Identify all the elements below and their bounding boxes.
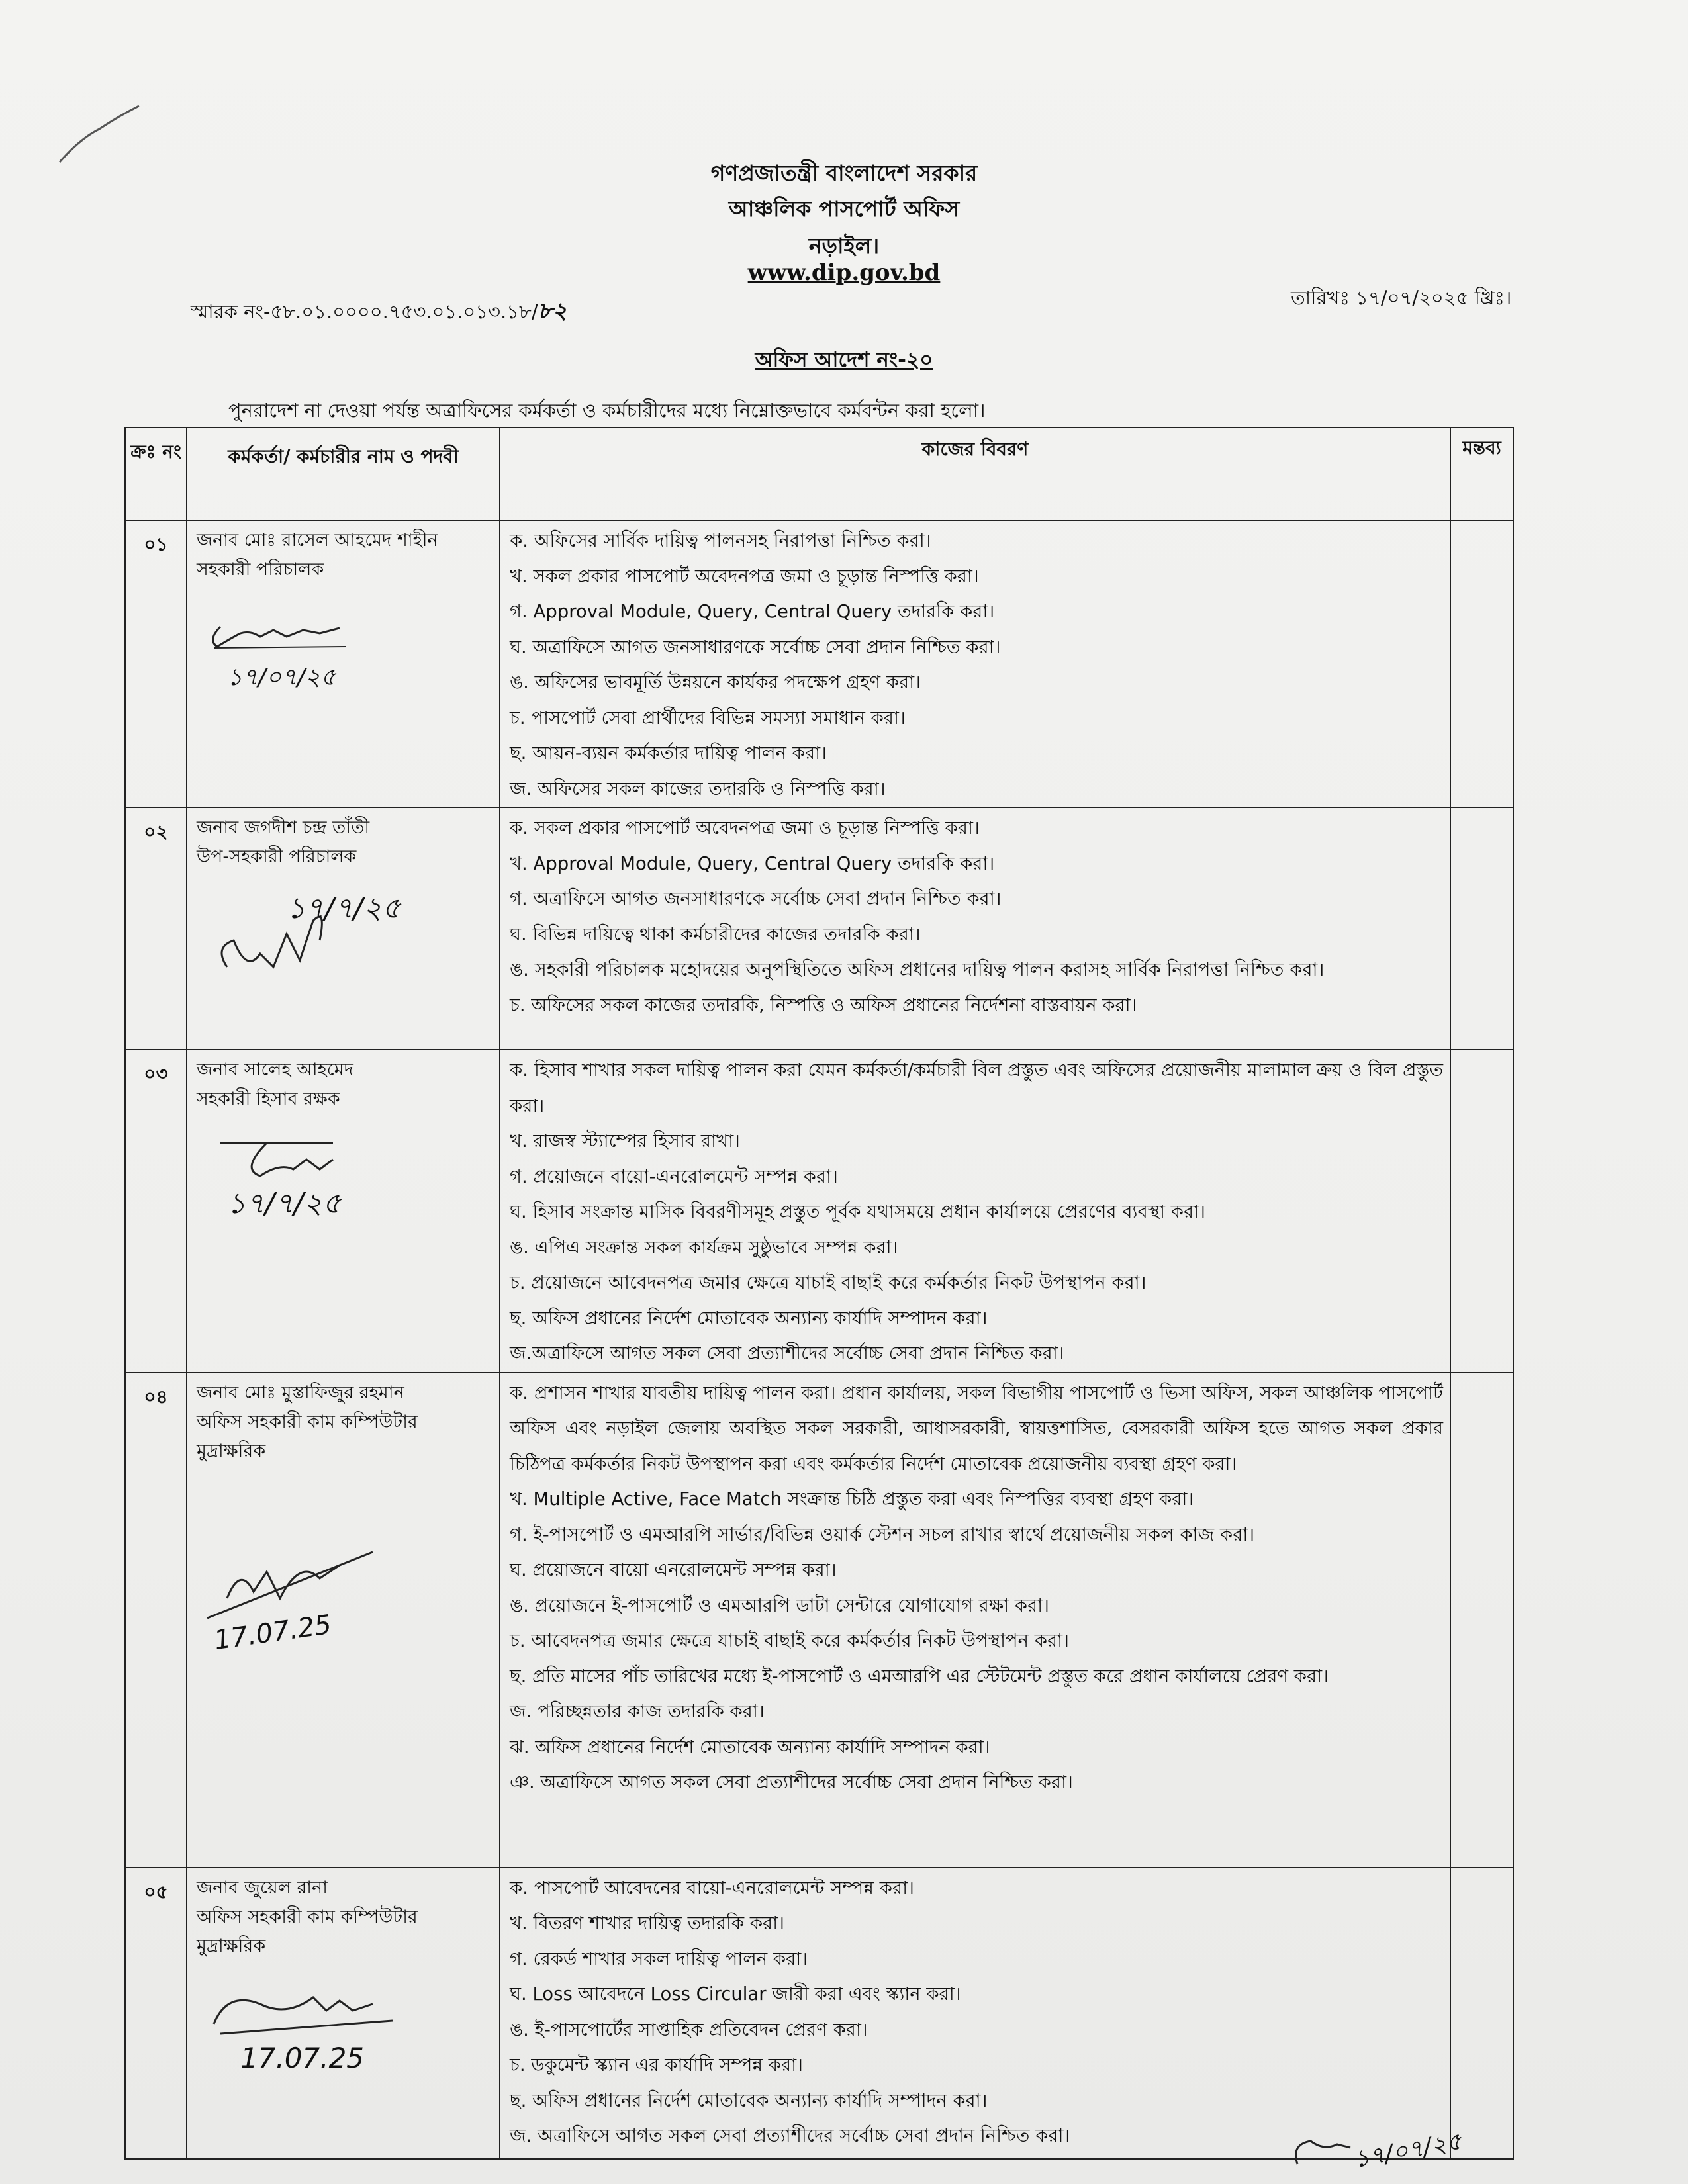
signature-date: ১৭/৭/২৫ xyxy=(227,1187,342,1220)
row-remarks xyxy=(1450,1868,1513,2159)
task-item: ঘ. অত্রাফিসে আগত জনসাধারণকে সর্বোচ্চ সেবা প্রদান নিশ্চিত করা। xyxy=(510,636,1001,658)
task-item: জ. অফিসের সকল কাজের তদারকি ও নিস্পত্তি করা। xyxy=(510,778,886,799)
row-officer xyxy=(187,807,500,1050)
intro-text: পুনরাদেশ না দেওয়া পর্যন্ত অত্রাফিসের কর্মকর্তা ও কর্মচারীদের মধ্যে নিম্নোক্তভাবে কর্মবন্টন করা হলো। xyxy=(228,399,986,422)
signature-date: 17.07.25 xyxy=(212,1609,334,1656)
task-item: ঙ. ই-পাসপোর্টের সাপ্তাহিক প্রতিবেদন প্রেরণ করা। xyxy=(510,2019,868,2040)
row-serial: ০৫ xyxy=(125,1868,187,2159)
col-serial: ক্রঃ নং xyxy=(125,428,187,520)
row-tasks xyxy=(500,1373,1450,1868)
website-link[interactable]: www.dip.gov.bd xyxy=(747,259,941,286)
task-item: খ. বিতরণ শাখার দায়িত্ব তদারকি করা। xyxy=(510,1913,784,1934)
signature-image xyxy=(187,1978,426,2050)
task-item: চ. পাসপোর্ট সেবা প্রার্থীদের বিভিন্ন সমস্যা সমাধান করা। xyxy=(510,707,906,729)
office-city: নড়াইল। xyxy=(808,233,880,259)
task-item: জ.অত্রাফিসে আগত সকল সেবা প্রত্যাশীদের সর্বোচ্চ সেবা প্রদান নিশ্চিত করা। xyxy=(510,1343,1064,1364)
task-item: ঘ. Loss আবেদনে Loss Circular জারী করা এবং স্ক্যান করা। xyxy=(510,1983,961,2005)
task-item: ক. পাসপোর্ট আবেদনের বায়ো-এনরোলমেন্ট সম্পন্ন করা। xyxy=(510,1877,914,1899)
row-officer xyxy=(187,1373,500,1868)
task-item: ঙ. এপিএ সংক্রান্ত সকল কার্যক্রম সুষ্ঠুভাবে সম্পন্ন করা। xyxy=(510,1236,898,1258)
task-item: ছ. অফিস প্রধানের নির্দেশ মোতাবেক অন্যান্য কার্যাদি সম্পাদন করা। xyxy=(510,2089,988,2111)
signature-date: ১৭/৭/২৫ xyxy=(287,891,401,925)
memo-number xyxy=(191,294,567,332)
task-item: চ. আবেদনপত্র জমার ক্ষেত্রে যাচাই বাছাই করে কর্মকর্তার নিকট উপস্থাপন করা। xyxy=(510,1630,1069,1651)
task-item: ঙ. সহকারী পরিচালক মহোদয়ের অনুপস্থিতিতে অফিস প্রধানের দায়িত্ব পালন করাসহ সার্বিক নিরাপত্তা নিশ্চিত করা। xyxy=(510,959,1325,980)
row-officer xyxy=(187,520,500,807)
task-item: ছ. প্রতি মাসের পাঁচ তারিখের মধ্যে ই-পাসপোর্ট ও এমআরপি এর স্টেটমেন্ট প্রস্তুত করে প্রধান কার্যালয়ে প্রেরণ করা। xyxy=(510,1665,1329,1687)
task-item: ক. হিসাব শাখার সকল দায়িত্ব পালন করা যেমন কর্মকর্তা/কর্মচারী বিল প্রস্তুত এবং অফিসের প্রয়োজনীয় মালামাল ক্রয় ও বিল প্রস্তুত করা। xyxy=(510,1060,1443,1116)
task-item: ক. সকল প্রকার পাসপোর্ট অবেদনপত্র জমা ও চূড়ান্ত নিস্পত্তি করা। xyxy=(510,817,980,839)
task-item: চ. প্রয়োজনে আবেদনপত্র জমার ক্ষেত্রে যাচাই বাছাই করে কর্মকর্তার নিকট উপস্থাপন করা। xyxy=(510,1272,1147,1293)
row-officer xyxy=(187,1050,500,1373)
task-item: ক. প্রশাসন শাখার যাবতীয় দায়িত্ব পালন করা। প্রধান কার্যালয়, সকল বিভাগীয় পাসপোর্ট ও ভিসা অফিস, সকল আঞ্চলিক পাসপোর্ট অফিস এবং নড়াইল জেলায় অবস্থিত সকল সরকারী, আধাসরকারী, স্বায়ত্তশাসিত, বেসরকারী অফিস হতে আগত সকল প্রকার চিঠিপত্র কর্মকর্তার নিকট উপস্থাপন করা এবং কর্মকর্তার নির্দেশ মোতাবেক প্রয়োজনীয় ব্যবস্থা গ্রহণ করা। xyxy=(510,1382,1443,1475)
govt-title: গণপ্রজাতন্ত্রী বাংলাদেশ সরকার xyxy=(710,160,978,186)
task-item: চ. অফিসের সকল কাজের তদারকি, নিস্পত্তি ও অফিস প্রধানের নির্দেশনা বাস্তবায়ন করা। xyxy=(510,994,1137,1016)
task-item: ঘ. প্রয়োজনে বায়ো এনরোলমেন্ট সম্পন্ন করা। xyxy=(510,1559,837,1580)
officer-name: জনাব জুয়েল রানা xyxy=(197,1877,328,1898)
signature-date: 17.07.25 xyxy=(240,2041,365,2074)
row-tasks xyxy=(500,520,1450,807)
col-tasks: কাজের বিবরণ xyxy=(500,428,1450,520)
task-item: খ. Multiple Active, Face Match সংক্রান্ত চিঠি প্রস্তুত করা এবং নিস্পত্তির ব্যবস্থা গ্রহণ করা। xyxy=(510,1488,1194,1510)
row-serial: ০৪ xyxy=(125,1373,187,1868)
row-tasks xyxy=(500,1050,1450,1373)
row-tasks xyxy=(500,1868,1450,2159)
order-title: অফিস আদেশ নং-২০ xyxy=(755,348,933,372)
signature-image xyxy=(187,1123,386,1189)
row-serial: ০২ xyxy=(125,807,187,1050)
task-item: ক. অফিসের সার্বিক দায়িত্ব পালনসহ নিরাপত্তা নিশ্চিত করা। xyxy=(510,530,931,551)
table-header-row xyxy=(125,428,1513,520)
signature-date: ১৭/০৭/২৫ xyxy=(227,664,336,691)
task-item: গ. Approval Module, Query, Central Query তদারকি করা। xyxy=(510,601,995,622)
officer-name: জনাব সালেহ আহমেদ xyxy=(197,1060,353,1080)
task-item: জ. অত্রাফিসে আগত সকল সেবা প্রত্যাশীদের সর্বোচ্চ সেবা প্রদান নিশ্চিত করা। xyxy=(510,2125,1070,2146)
task-item: খ. Approval Module, Query, Central Query তদারকি করা। xyxy=(510,852,995,874)
task-item: গ. অত্রাফিসে আগত জনসাধারণকে সর্বোচ্চ সেবা প্রদান নিশ্চিত করা। xyxy=(510,888,1002,909)
table-row xyxy=(125,1373,1513,1868)
task-item: ঘ. হিসাব সংক্রান্ত মাসিক বিবরণীসমূহ প্রস্তুত পূর্বক যথাসময়ে প্রধান কার্যালয়ে প্রেরণের ব্যবস্থা করা। xyxy=(510,1201,1205,1222)
table-row xyxy=(125,520,1513,807)
task-item: চ. ডকুমেন্ট স্ক্যান এর কার্যাদি সম্পন্ন করা। xyxy=(510,2054,803,2075)
memo-handwritten-no: ৮২ xyxy=(538,298,567,324)
officer-designation: সহকারী হিসাব রক্ষক xyxy=(197,1089,340,1109)
task-item: গ. রেকর্ড শাখার সকল দায়িত্ব পালন করা। xyxy=(510,1948,808,1970)
table-row xyxy=(125,807,1513,1050)
task-item: খ. রাজস্ব স্ট্যাম্পের হিসাব রাখা। xyxy=(510,1130,740,1152)
officer-name: জনাব মোঃ রাসেল আহমেদ শাহীন xyxy=(197,530,438,551)
table-row xyxy=(125,1050,1513,1373)
row-serial: ০১ xyxy=(125,520,187,807)
col-remarks: মন্তব্য xyxy=(1450,428,1513,520)
task-item: ঞ. অত্রাফিসে আগত সকল সেবা প্রত্যাশীদের সর্বোচ্চ সেবা প্রদান নিশ্চিত করা। xyxy=(510,1772,1073,1793)
row-remarks xyxy=(1450,1373,1513,1868)
task-item: ছ. আয়ন-ব্যয়ন কর্মকর্তার দায়িত্ব পালন করা। xyxy=(510,743,827,764)
memo-date: তারিখঃ ১৭/০৭/২০২৫ খ্রিঃ। xyxy=(1291,287,1512,309)
duty-table xyxy=(124,427,1514,2160)
officer-designation: অফিস সহকারী কাম কম্পিউটার মুদ্রাক্ষরিক xyxy=(197,1906,418,1956)
office-title: আঞ্চলিক পাসপোর্ট অফিস xyxy=(728,196,960,222)
row-remarks xyxy=(1450,807,1513,1050)
task-item: গ. ই-পাসপোর্ট ও এমআরপি সার্ভার/বিভিন্ন ওয়ার্ক স্টেশন সচল রাখার স্বার্থে প্রয়োজনীয় সকল কাজ করা। xyxy=(510,1524,1255,1545)
row-remarks xyxy=(1450,520,1513,807)
table-row xyxy=(125,1868,1513,2159)
task-item: ঘ. বিভিন্ন দায়িত্বে থাকা কর্মচারীদের কাজের তদারকি করা। xyxy=(510,923,921,945)
officer-name: জনাব মোঃ মুস্তাফিজুর রহমান xyxy=(197,1382,404,1403)
row-tasks xyxy=(500,807,1450,1050)
task-item: ছ. অফিস প্রধানের নির্দেশ মোতাবেক অন্যান্য কার্যাদি সম্পাদন করা। xyxy=(510,1307,988,1329)
officer-designation: সহকারী পরিচালক xyxy=(197,559,324,580)
task-item: ঝ. অফিস প্রধানের নির্দেশ মোতাবেক অন্যান্য কার্যাদি সম্পাদন করা। xyxy=(510,1736,990,1758)
task-item: জ. পরিচ্ছন্নতার কাজ তদারকি করা। xyxy=(510,1701,765,1722)
task-item: ঙ. অফিসের ভাবমূর্তি উন্নয়নে কার্যকর পদক্ষেপ গ্রহণ করা। xyxy=(510,672,921,693)
signature-date: ১৭/০৭/২৫ xyxy=(1352,2128,1464,2174)
row-serial: ০৩ xyxy=(125,1050,187,1373)
col-name: কর্মকর্তা/ কর্মচারীর নাম ও পদবী xyxy=(187,428,500,520)
memo-number-text: স্মারক নং-৫৮.০১.০০০০.৭৫৩.০১.০১৩.১৮/ xyxy=(191,300,538,323)
row-officer xyxy=(187,1868,500,2159)
task-item: গ. প্রয়োজনে বায়ো-এনরোলমেন্ট সম্পন্ন করা। xyxy=(510,1165,838,1187)
officer-designation: উপ-সহকারী পরিচালক xyxy=(197,846,357,867)
row-remarks xyxy=(1450,1050,1513,1373)
task-item: ঙ. প্রয়োজনে ই-পাসপোর্ট ও এমআরপি ডাটা সেন্টারে যোগাযোগ রক্ষা করা। xyxy=(510,1594,1049,1616)
officer-designation: অফিস সহকারী কাম কম্পিউটার মুদ্রাক্ষরিক xyxy=(197,1411,418,1461)
officer-name: জনাব জগদীশ চন্দ্র তাঁতী xyxy=(197,817,370,838)
task-item: খ. সকল প্রকার পাসপোর্ট অবেদনপত্র জমা ও চূড়ান্ত নিস্পত্তি করা। xyxy=(510,565,979,587)
